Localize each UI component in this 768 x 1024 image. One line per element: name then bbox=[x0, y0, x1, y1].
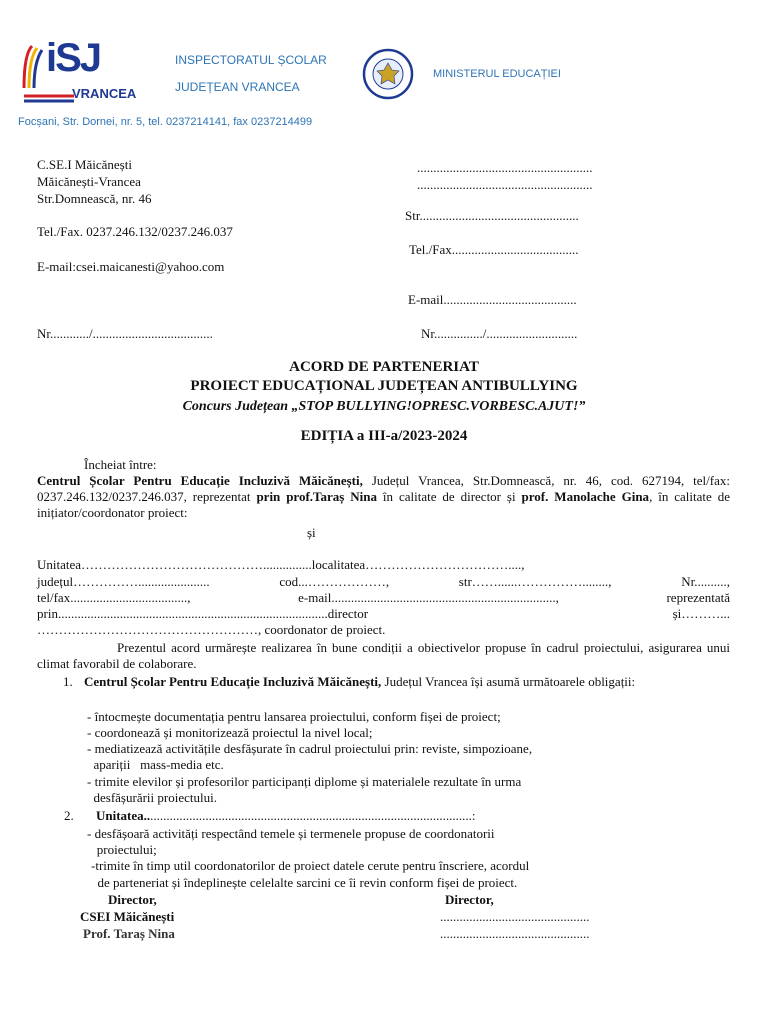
recipient-email: E-mail......................................... bbox=[408, 292, 577, 307]
title-edition: EDIȚIA a III-a/2023-2024 bbox=[300, 428, 468, 444]
sender-street: Str.Domnească, nr. 46 bbox=[37, 191, 152, 206]
signature-right-line2: .............................................. bbox=[440, 926, 590, 941]
signature-left-school: CSEI Măicănești bbox=[80, 909, 175, 924]
form-county: județul……………...................... bbox=[37, 574, 210, 589]
obligation1-item: - mediatizează activitățile desfășurate în cadrul proiectului prin: reviste, simpozioane, bbox=[87, 741, 533, 756]
government-seal bbox=[362, 48, 414, 100]
form-director: prin...................................................................................director bbox=[37, 606, 369, 621]
sender-phone: Tel./Fax. 0237.246.132/0237.246.037 bbox=[37, 224, 233, 239]
recipient-phone: Tel./Fax....................................... bbox=[409, 242, 579, 257]
form-street: str……......……………........, bbox=[458, 574, 612, 589]
form-represented: reprezentată bbox=[666, 590, 730, 605]
obligation2-item: de parteneriat și îndeplinește celelalte sarcini ce îi revin conform fișei de proiect. bbox=[91, 875, 518, 890]
partner1-paragraph bbox=[37, 473, 730, 521]
recipient-reg-number: Nr.............../............................ bbox=[421, 326, 578, 341]
obligation1-item: apariții mass-media etc. bbox=[87, 757, 224, 772]
logo-isj-text: iSJ bbox=[46, 36, 101, 80]
signature-left-name: Prof. Taraș Nina bbox=[83, 926, 175, 941]
intro-text: Încheiat între: bbox=[84, 457, 157, 472]
inspectorate-line2: JUDEȚEAN VRANCEA bbox=[175, 80, 300, 94]
partner1-coordinator: prof. Manolache Gina bbox=[521, 489, 650, 504]
isj-logo bbox=[20, 36, 150, 106]
obligation1-item: - coordonează și monitorizează proiectul la nivel local; bbox=[87, 725, 373, 740]
form-line-unit: Unitatea……………………………………...............localitatea……………………………...., bbox=[37, 557, 525, 572]
obligation1-heading bbox=[37, 674, 730, 690]
signature-left-title: Director, bbox=[108, 892, 157, 907]
obligation2-item: - desfășoară activități respectând temele și termenele propuse de coordonatorii bbox=[87, 826, 495, 841]
form-number: Nr.........., bbox=[681, 574, 730, 589]
signature-right-line1: .............................................. bbox=[440, 909, 590, 924]
recipient-line2: ...................................................... bbox=[417, 177, 593, 192]
recipient-street: Str................................................. bbox=[405, 208, 579, 223]
obligation2-number: 2. bbox=[64, 808, 74, 823]
form-line-county bbox=[37, 574, 730, 590]
title-agreement: ACORD DE PARTENERIAT bbox=[289, 359, 479, 375]
obligation2-item: -trimite în timp util coordonatorilor de proiect datele cerute pentru înscriere, acordul bbox=[91, 858, 530, 873]
obligation1-number: 1. bbox=[63, 674, 73, 689]
sender-reg-number: Nr............/..................................... bbox=[37, 326, 213, 341]
obligation2-item: proiectului; bbox=[87, 842, 157, 857]
recipient-line1: ...................................................... bbox=[417, 160, 593, 175]
obligation1-item: - întocmește documentația pentru lansarea proiectului, conform fișei de proiect; bbox=[87, 709, 501, 724]
partner1-school: Centrul Școlar Pentru Educație Incluzivă Măicănești, bbox=[37, 473, 363, 488]
government-seal-icon bbox=[362, 48, 414, 100]
sender-locality: Măicănești-Vrancea bbox=[37, 174, 141, 189]
title-contest: Concurs Județean „STOP BULLYING!OPRESC.VORBESC.AJUT!” bbox=[182, 399, 586, 414]
partner1-director: prin prof.Taraș Nina bbox=[256, 489, 377, 504]
partner1-details: Județul Vrancea, Str.Domnească, nr. 46, cod. 627194, tel/fax: 0237.246.132/0237.246.037, reprezentat bbox=[37, 473, 730, 504]
obligation1-item: desfășurării proiectului. bbox=[87, 790, 217, 805]
form-line-director bbox=[37, 606, 730, 622]
form-email: e-mail....................................................................., bbox=[298, 590, 559, 605]
obligation2-unit: Unitatea.. bbox=[96, 808, 151, 823]
ministry-name: MINISTERUL EDUCAȚIEI bbox=[433, 68, 561, 80]
obligation1-text: Județul Vrancea își asumă următoarele obligații: bbox=[381, 674, 636, 689]
form-and: și………... bbox=[672, 606, 730, 621]
sender-name: C.SE.I Măicănești bbox=[37, 157, 132, 172]
header-address: Focșani, Str. Dornei, nr. 5, tel. 0237214141, fax 0237214499 bbox=[18, 116, 313, 128]
form-line-contact bbox=[37, 590, 730, 606]
form-telfax: tel/fax...................................., bbox=[37, 590, 191, 605]
sender-email: E-mail:csei.maicanesti@yahoo.com bbox=[37, 259, 225, 274]
signature-right-title: Director, bbox=[445, 892, 494, 907]
form-code: cod...………………, bbox=[279, 574, 390, 589]
partner1-role: în calitate de director și bbox=[377, 489, 522, 504]
obligation2-heading bbox=[96, 808, 476, 824]
logo-county-text: VRANCEA bbox=[72, 86, 137, 101]
inspectorate-line1: INSPECTORATUL ȘCOLAR bbox=[175, 53, 327, 67]
purpose-paragraph bbox=[37, 640, 730, 672]
form-line-coordinator: ……………………………………………, coordonator de proiect. bbox=[37, 622, 386, 637]
purpose-text: Prezentul acord urmărește realizarea în bune condiții a obiectivelor propuse în cadrul proiectului, asigurarea unui climat favorabil de colaborare. bbox=[37, 640, 730, 671]
obligation1-school: Centrul Școlar Pentru Educație Incluzivă Măicănești, bbox=[84, 674, 382, 689]
obligation2-dots: ...................................................................................................: bbox=[150, 808, 476, 823]
title-project: PROIECT EDUCAȚIONAL JUDEȚEAN ANTIBULLYING bbox=[190, 378, 578, 394]
obligation1-item: - trimite elevilor și profesorilor participanți diplome și materialele rezultate în urma bbox=[87, 774, 522, 789]
partner1-role2: , în calitate de inițiator/coordonator proiect: bbox=[37, 489, 730, 520]
conjunction-si: și bbox=[307, 525, 316, 540]
